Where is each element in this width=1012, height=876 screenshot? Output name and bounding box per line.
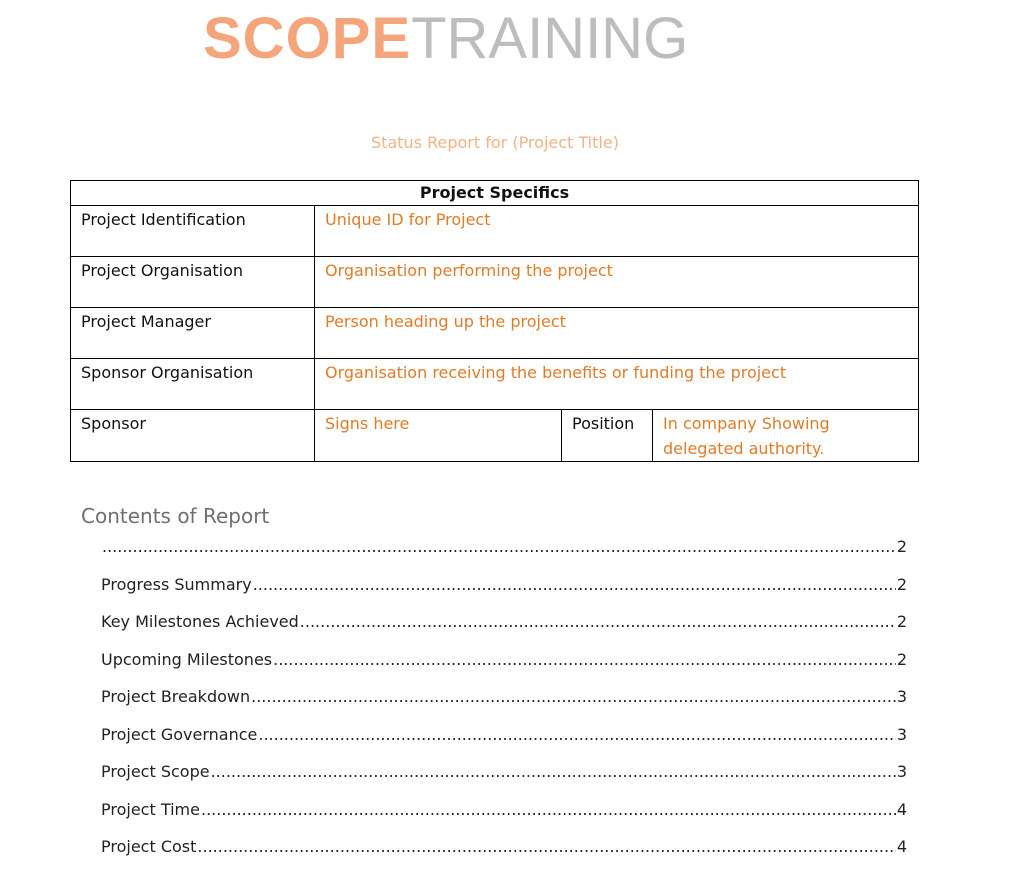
logo-bold-text: SCOPE (203, 6, 412, 71)
toc-entry-page: 2 (896, 537, 907, 556)
table-row (71, 410, 919, 462)
toc-leader-dots (102, 535, 896, 559)
toc-entry-page: 2 (896, 574, 907, 594)
toc-entry-project-governance[interactable] (101, 723, 907, 761)
toc-entry-progress-summary[interactable] (101, 573, 907, 611)
table-row (71, 359, 919, 410)
toc-entry-project-scope[interactable] (101, 760, 907, 798)
table-of-contents (101, 535, 907, 873)
sponsor-value: Signs here (315, 410, 562, 462)
toc-entry-label: Key Milestones Achieved (101, 612, 299, 631)
toc-entry-page: 3 (896, 724, 907, 744)
position-label: Position (562, 410, 653, 462)
project-organisation-label: Project Organisation (71, 257, 315, 308)
toc-entry-label: Project Scope (101, 762, 210, 781)
sponsor-label: Sponsor (71, 410, 315, 462)
sponsor-organisation-label: Sponsor Organisation (71, 359, 315, 410)
report-subtitle: Status Report for (Project Title) (371, 133, 619, 152)
table-row (71, 257, 919, 308)
toc-leader-dots (201, 798, 896, 822)
toc-entry-upcoming-milestones[interactable] (101, 648, 907, 686)
toc-leader-dots (253, 573, 896, 597)
scope-training-logo (203, 8, 688, 70)
toc-entry-page: 4 (896, 837, 907, 856)
project-specifics-table (70, 180, 919, 462)
toc-entry-page: 4 (896, 799, 907, 819)
toc-entry-label: Project Cost (101, 837, 197, 856)
project-identification-label: Project Identification (71, 206, 315, 257)
toc-leader-dots (211, 760, 896, 784)
toc-entry-project-cost[interactable] (101, 835, 907, 873)
toc-leader-dots (300, 610, 896, 634)
project-organisation-value: Organisation performing the project (315, 257, 919, 308)
project-manager-value: Person heading up the project (315, 308, 919, 359)
toc-entry-label: Project Time (101, 799, 200, 819)
toc-entry-project-time[interactable] (101, 798, 907, 836)
toc-entry-project-breakdown[interactable] (101, 685, 907, 723)
toc-entry-label: Project Breakdown (101, 687, 251, 706)
toc-entry-label: Project Governance (101, 724, 258, 744)
toc-leader-dots (197, 835, 895, 859)
position-value: In company Showing delegated authority. (653, 410, 919, 462)
toc-entry-page: 3 (896, 687, 907, 706)
project-identification-value: Unique ID for Project (315, 206, 919, 257)
toc-entry-page: 3 (896, 762, 907, 781)
toc-entry-label: Progress Summary (101, 574, 252, 594)
toc-leader-dots (273, 648, 896, 672)
specifics-header: Project Specifics (71, 181, 919, 206)
toc-entry-key-milestones-achieved[interactable] (101, 610, 907, 648)
table-row (71, 206, 919, 257)
table-row (71, 308, 919, 359)
sponsor-organisation-value: Organisation receiving the benefits or funding the project (315, 359, 919, 410)
logo-light-text: TRAINING (411, 6, 689, 71)
toc-entry-page: 2 (896, 612, 907, 631)
contents-title: Contents of Report (81, 504, 270, 528)
project-manager-label: Project Manager (71, 308, 315, 359)
toc-entry-page: 2 (896, 649, 907, 669)
toc-entry-label: Upcoming Milestones (101, 649, 273, 669)
toc-entry[interactable] (101, 535, 907, 573)
toc-leader-dots (258, 723, 895, 747)
toc-leader-dots (251, 685, 896, 709)
